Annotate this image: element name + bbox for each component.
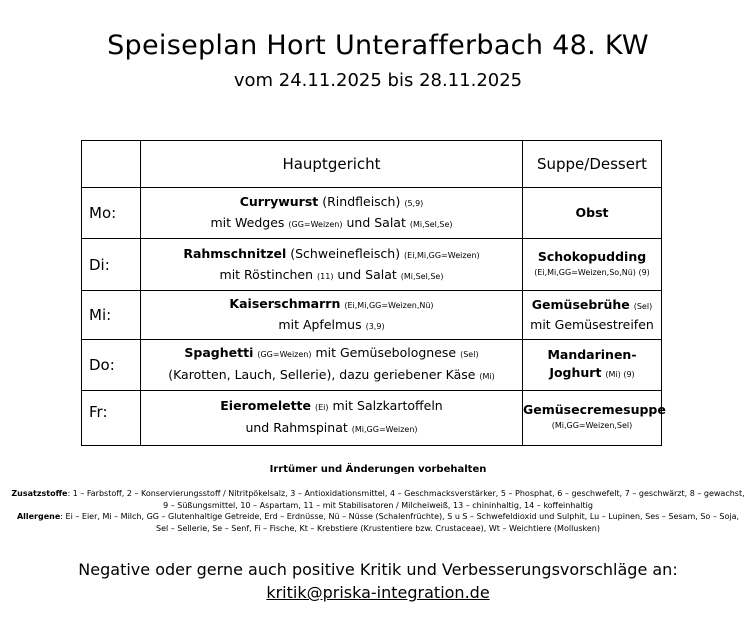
dish-name: Currywurst <box>239 194 319 209</box>
day-label: Mo: <box>82 188 141 239</box>
day-label: Do: <box>82 340 141 391</box>
menu-table <box>81 140 666 446</box>
header-day <box>82 141 141 188</box>
table-header-row <box>82 141 662 188</box>
additives-legend: Zusatzstoffe: 1 – Farbstoff, 2 – Konservierungsstoff / Nitritpökelsalz, 3 – Antioxidationsmittel, 4 – Geschmacksverstärker, 5 – Phosphat, 6 – geschwefelt, 7 – geschwärzt, 8 – gewachst, 9 – Süßungsmittel, 10 – Aspartam, 11 – mit Stabilisatoren / Milcheiweiß, 13 – chininhaltig, 14 – koffeinhaltig <box>11 489 745 510</box>
header-main-dish: Hauptgericht <box>141 141 523 188</box>
main-dish-cell: Kaiserschmarrn (Ei,Mi,GG=Weizen,Nü) mit Apfelmus (3,9) <box>141 291 523 340</box>
dish-name: Spaghetti <box>184 345 254 360</box>
side-name: Gemüsebrühe <box>531 297 630 312</box>
table-row <box>82 239 662 291</box>
feedback-email-link[interactable]: kritik@priska-integration.de <box>266 583 490 602</box>
disclaimer: Irrtümer und Änderungen vorbehalten <box>269 464 487 475</box>
page-title: Speiseplan Hort Unterafferbach 48. KW <box>107 30 649 61</box>
main-dish-cell: Eieromelette (Ei) mit Salzkartoffeln und Rahmspinat (Mi,GG=Weizen) <box>141 391 523 446</box>
main-dish-cell: Currywurst (Rindfleisch) (5,9) mit Wedges (GG=Weizen) und Salat (Mi,Sel,Se) <box>141 188 523 239</box>
side-dish-cell: Gemüsebrühe (Sel) mit Gemüsestreifen <box>523 291 662 340</box>
feedback-text: Negative oder gerne auch positive Kritik und Verbesserungsvorschläge an: <box>78 560 678 579</box>
table-row <box>82 340 662 391</box>
day-label: Mi: <box>82 291 141 340</box>
feedback <box>0 558 756 604</box>
side-dish-cell <box>523 188 662 239</box>
dish-name: Kaiserschmarrn <box>229 296 341 311</box>
dish-name: Rahmschnitzel <box>183 245 287 261</box>
table-row <box>82 391 662 446</box>
dish-name: Eieromelette <box>220 398 312 413</box>
side-dish-cell: Mandarinen- Joghurt (Mi) (9) <box>523 340 662 391</box>
side-dish-cell: Gemüsecremesuppe (Mi,GG=Weizen,Sel) <box>523 391 662 446</box>
side-name: Schokopudding <box>537 248 647 264</box>
allergens-legend: Allergene: Ei – Eier, Mi – Milch, GG – Glutenhaltige Getreide, Erd – Erdnüsse, Nü – Nüsse (Schalenfrüchte), S u S – Schwefeldioxid und Sulphit, Lu – Lupinen, Ses – Sesam, So – Soja, Sel – Sellerie, Se – Senf, Fi – Fische, Kt – Krebstiere (Krustentiere bzw. Crustaceae), Wt – Weichtiere (Mollusken) <box>16 512 740 533</box>
side-dish-cell: Schokopudding (Ei,Mi,GG=Weizen,So,Nü) (9) <box>523 239 662 291</box>
legend <box>10 488 746 534</box>
header-soup-dessert: Suppe/Dessert <box>523 141 662 188</box>
day-label: Fr: <box>82 391 141 446</box>
main-dish-cell: Spaghetti (GG=Weizen) mit Gemüsebolognese (Sel) (Karotten, Lauch, Sellerie), dazu geriebener Käse (Mi) <box>141 340 523 391</box>
day-label: Di: <box>82 239 141 291</box>
side-name: Mandarinen- <box>547 347 637 362</box>
side-name: Obst <box>575 205 609 220</box>
table-row <box>82 188 662 239</box>
table-row <box>82 291 662 340</box>
side-name: Gemüsecremesuppe <box>523 402 666 417</box>
date-range: vom 24.11.2025 bis 28.11.2025 <box>233 70 523 91</box>
main-dish-cell: Rahmschnitzel (Schweinefleisch) (Ei,Mi,GG=Weizen) mit Röstinchen (11) und Salat (Mi,Sel,Se) <box>141 239 523 291</box>
